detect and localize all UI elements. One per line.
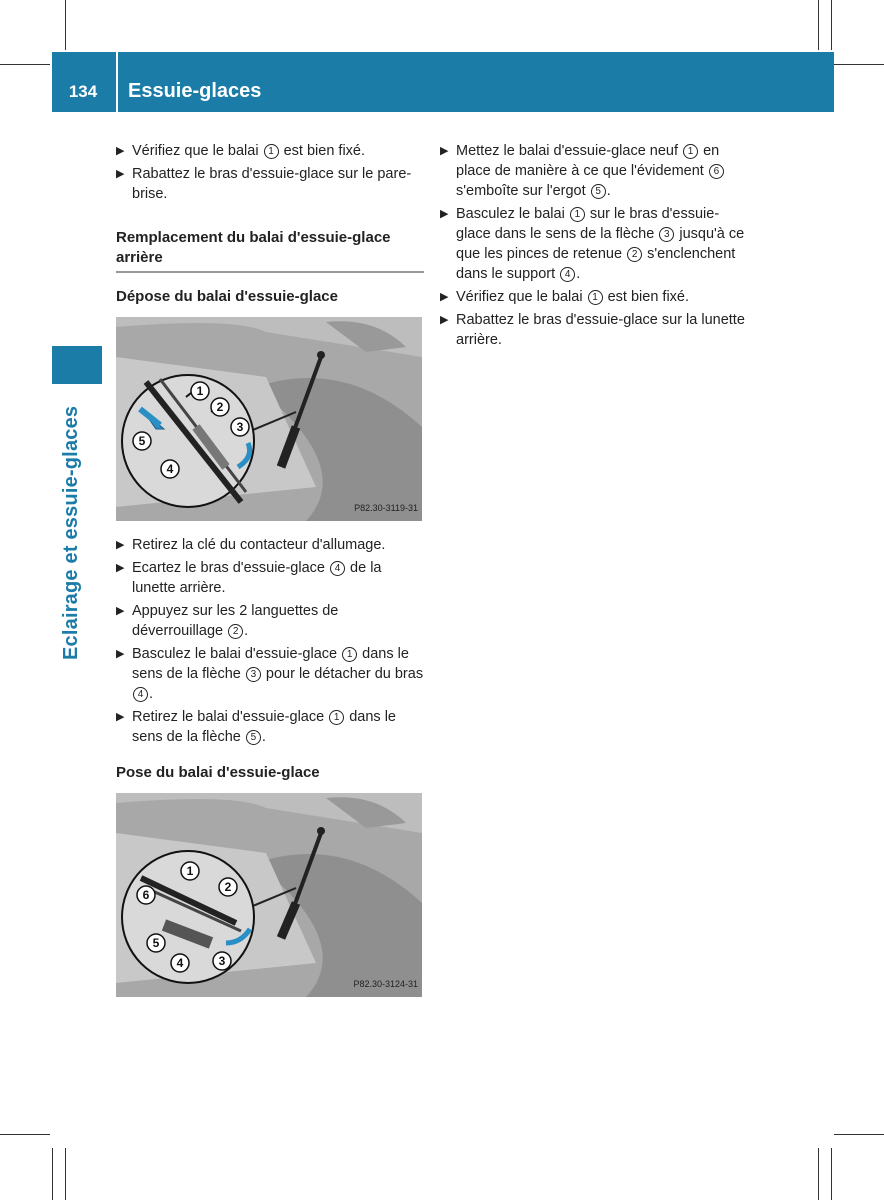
bullet-arrow-icon: ▶ [116, 562, 125, 574]
left-column [116, 141, 424, 1011]
bullet-arrow-icon: ▶ [440, 291, 449, 303]
bullet-text: Vérifiez que le balai [132, 143, 263, 159]
callout-number: 1 [588, 290, 603, 305]
callout-2: 2 [224, 880, 232, 894]
install-bullet-list [440, 141, 748, 350]
bullet-text: Retirez la clé du contacteur d'allumage. [132, 537, 386, 553]
removal-figure [116, 317, 422, 521]
callout-number: 2 [627, 247, 642, 262]
bullet-arrow-icon: ▶ [440, 314, 449, 326]
bullet-text: . [261, 729, 266, 745]
bullet-item [116, 164, 424, 204]
bullet-text: en place de manière à ce que l'évidement [456, 143, 720, 179]
bullet-text: sur le bras d'essuie-glace dans le sens de la flèche [456, 206, 720, 242]
bullet-text: dans le sens de la flèche [132, 709, 396, 745]
bullet-arrow-icon: ▶ [116, 648, 125, 660]
bullet-arrow-icon: ▶ [440, 145, 449, 157]
bullet-text: jusqu'à ce que les pinces de retenue [456, 226, 745, 262]
bullet-arrow-icon: ▶ [116, 539, 125, 551]
bullet-item [116, 644, 424, 704]
removal-bullet-list [116, 535, 424, 747]
crop-mark [0, 64, 50, 65]
bullet-text: Basculez le balai [456, 206, 569, 222]
callout-1: 1 [186, 864, 194, 878]
bullet-item [116, 558, 424, 598]
crop-mark [52, 1148, 53, 1200]
callout-number: 4 [133, 687, 148, 702]
bullet-item [116, 707, 424, 747]
callout-number: 4 [560, 267, 575, 282]
bullet-text: Mettez le balai d'essuie-glace neuf [456, 143, 683, 159]
bullet-text: de la lunette arrière. [132, 560, 382, 596]
bullet-text: . [576, 266, 581, 282]
bullet-text: . [244, 623, 249, 639]
crop-mark [834, 64, 884, 65]
crop-mark [818, 1148, 819, 1200]
bullet-text: Vérifiez que le balai [456, 289, 587, 305]
bullet-item [440, 287, 748, 307]
callout-number: 3 [246, 667, 261, 682]
callout-1: 1 [196, 384, 204, 398]
bullet-item [116, 535, 424, 555]
right-column [440, 141, 748, 353]
crop-mark [831, 1148, 832, 1200]
callout-5: 5 [152, 936, 160, 950]
callout-number: 6 [709, 164, 724, 179]
callout-3: 3 [236, 420, 244, 434]
callout-number: 5 [591, 184, 606, 199]
bullet-text: s'enclenchent dans le support [456, 246, 736, 282]
bullet-item [116, 601, 424, 641]
callout-number: 4 [330, 561, 345, 576]
callout-number: 1 [342, 647, 357, 662]
crop-mark [831, 0, 832, 50]
figure-code: P82.30-3119-31 [354, 503, 418, 513]
crop-mark [818, 0, 819, 50]
bullet-text: . [606, 183, 611, 199]
callout-number: 1 [570, 207, 585, 222]
callout-5: 5 [138, 434, 146, 448]
callout-number: 1 [329, 710, 344, 725]
bullet-text: s'emboîte sur l'ergot [456, 183, 590, 199]
bullet-text: Appuyez sur les 2 languettes de déverrouillage [132, 603, 339, 639]
bullet-item [440, 204, 748, 284]
bullet-arrow-icon: ▶ [116, 145, 125, 157]
figure-code: P82.30-3124-31 [353, 979, 418, 989]
crop-mark [834, 1134, 884, 1135]
bullet-arrow-icon: ▶ [116, 711, 125, 723]
callout-6: 6 [142, 888, 150, 902]
bullet-text: pour le détacher du bras [261, 666, 424, 682]
callout-number: 2 [228, 624, 243, 639]
bullet-text: est bien fixé. [603, 289, 690, 305]
bullet-text: dans le sens de la flèche [132, 646, 409, 682]
section-heading: Remplacement du balai d'essuie-glace arrière [116, 228, 424, 273]
bullet-item [440, 141, 748, 201]
bullet-text: Rabattez le bras d'essuie-glace sur la lunette arrière. [456, 312, 745, 348]
side-tab-marker [52, 346, 102, 384]
bullet-item [116, 141, 424, 161]
wiper-removal-illustration [116, 317, 422, 521]
install-subheading: Pose du balai d'essuie-glace [116, 764, 320, 781]
crop-mark [65, 1148, 66, 1200]
wiper-installation-illustration [116, 793, 422, 997]
callout-number: 1 [683, 144, 698, 159]
removal-subheading: Dépose du balai d'essuie-glace [116, 288, 338, 305]
callout-4: 4 [166, 462, 174, 476]
bullet-item [440, 310, 748, 350]
side-chapter-tab: Eclairage et essuie-glaces [60, 405, 82, 660]
bullet-arrow-icon: ▶ [116, 605, 125, 617]
bullet-arrow-icon: ▶ [440, 208, 449, 220]
bullet-text: Basculez le balai d'essuie-glace [132, 646, 342, 662]
callout-2: 2 [216, 400, 224, 414]
crop-mark [65, 0, 66, 50]
callout-4: 4 [176, 956, 184, 970]
crop-mark [0, 1134, 50, 1135]
intro-bullet-list [116, 141, 424, 204]
callout-number: 1 [264, 144, 279, 159]
callout-3: 3 [218, 954, 226, 968]
bullet-text: Ecartez le bras d'essuie-glace [132, 560, 330, 576]
header-separator [116, 52, 118, 112]
callout-number: 5 [246, 730, 261, 745]
bullet-text: . [149, 686, 154, 702]
bullet-text: Rabattez le bras d'essuie-glace sur le pare-brise. [132, 166, 412, 202]
bullet-text: Retirez le balai d'essuie-glace [132, 709, 329, 725]
callout-number: 3 [659, 227, 674, 242]
bullet-text: est bien fixé. [279, 143, 366, 159]
install-figure [116, 793, 422, 997]
page-number: 134 [68, 82, 98, 101]
page-title: Essuie-glaces [128, 80, 262, 102]
bullet-arrow-icon: ▶ [116, 168, 125, 180]
